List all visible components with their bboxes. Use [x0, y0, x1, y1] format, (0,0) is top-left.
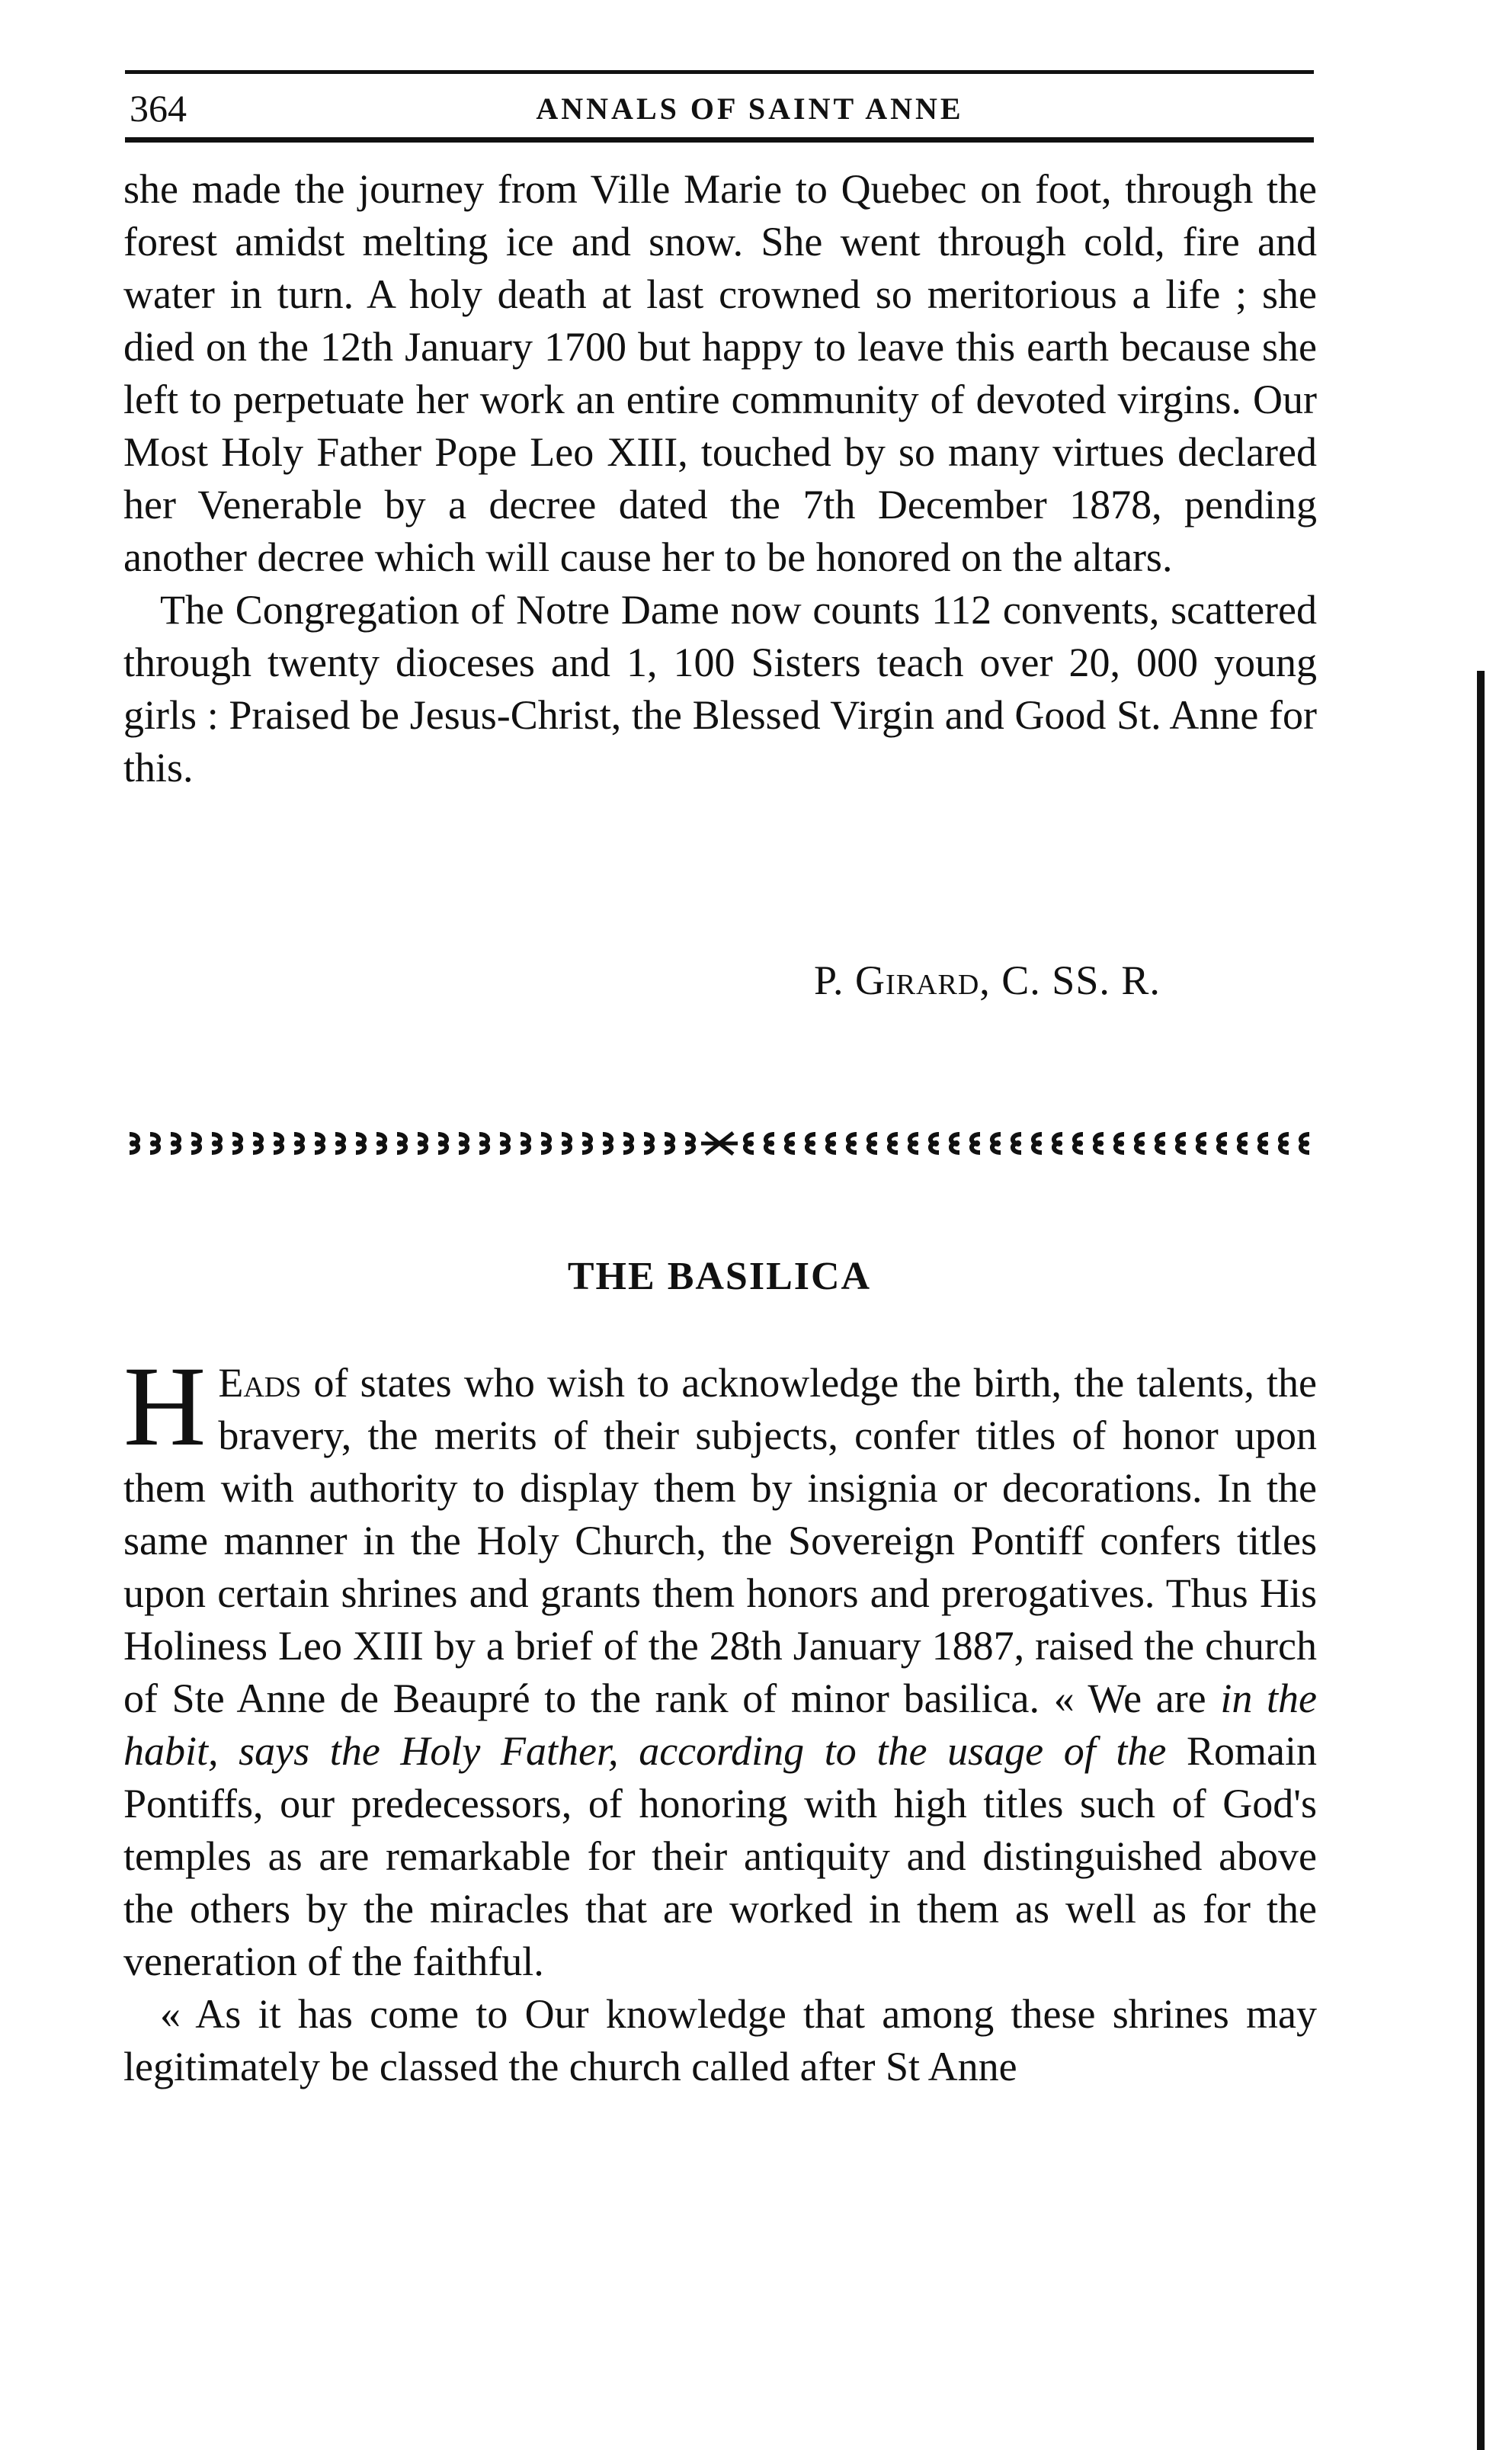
paragraph-text-end: Romain Pontiffs, our predecessors, of honoring with high titles such of God's temples as are remarkable for their antiquity and distinguished above the others by the miracles that are worked in them as well as for the veneration of the faithful. — [123, 1728, 1317, 1984]
running-title: ANNALS OF SAINT ANNE — [536, 91, 964, 126]
paragraph-shrines: « As it has come to Our knowledge that among these shrines may legitimately be classed the church called after St Anne — [123, 1991, 1317, 2089]
first-word-rest: Eads — [218, 1360, 302, 1406]
header-bottom-rule — [125, 137, 1314, 143]
page-header — [125, 82, 1314, 131]
paragraph-continued: she made the journey from Ville Marie to Quebec on foot, through the forest amidst melting ice and snow. She went through cold, fire and water in turn. A holy death at last crowned so meritorious a life ; she died on the 12th January 1700 but happy to leave this earth because she left to perpetuate her work an entire community of devoted virgins. Our Most Holy Father Pope Leo XIII, touched by so many virtues declared her Venerable by a decree dated the 7th December 1878, pending another decree which will cause her to be honored on the altars. — [123, 166, 1317, 580]
paragraph-basilica-intro — [123, 1343, 1317, 1988]
header-top-rule — [125, 70, 1314, 74]
page-number: 364 — [130, 87, 187, 130]
text-block-basilica — [123, 1343, 1317, 2093]
text-block-continued — [123, 163, 1317, 794]
page-edge-shadow — [1477, 671, 1485, 2450]
drop-cap: H — [123, 1343, 207, 1470]
paragraph-congregation: The Congregation of Notre Dame now counts 112 convents, scattered through twenty dioceses and 1, 100 Sisters teach over 20, 000 young girls : Praised be Jesus-Christ, the Blessed Virgin and Good St. Anne for this. — [123, 587, 1317, 790]
paragraph-italic-quote: in the habit, says the Holy Father, according to the usage of the — [123, 1676, 1317, 1774]
ornamental-divider — [125, 1128, 1314, 1159]
paragraph-text: of states who wish to acknowledge the birth, the talents, the bravery, the merits of their subjects, confer titles of honor upon them with authority to display them by insignia or decorations. In the same manner in the Holy Church, the Sovereign Pontiff confers titles upon certain shrines and grants them honors and prerogatives. Thus His Holiness Leo XIII by a brief of the 28th January 1887, raised the church of Ste Anne de Beaupré to the rank of minor basilica. « We are — [123, 1360, 1317, 1721]
author-signature: P. Girard, C. SS. R. — [814, 957, 1161, 1003]
section-title: THE BASILICA — [567, 1255, 872, 1298]
